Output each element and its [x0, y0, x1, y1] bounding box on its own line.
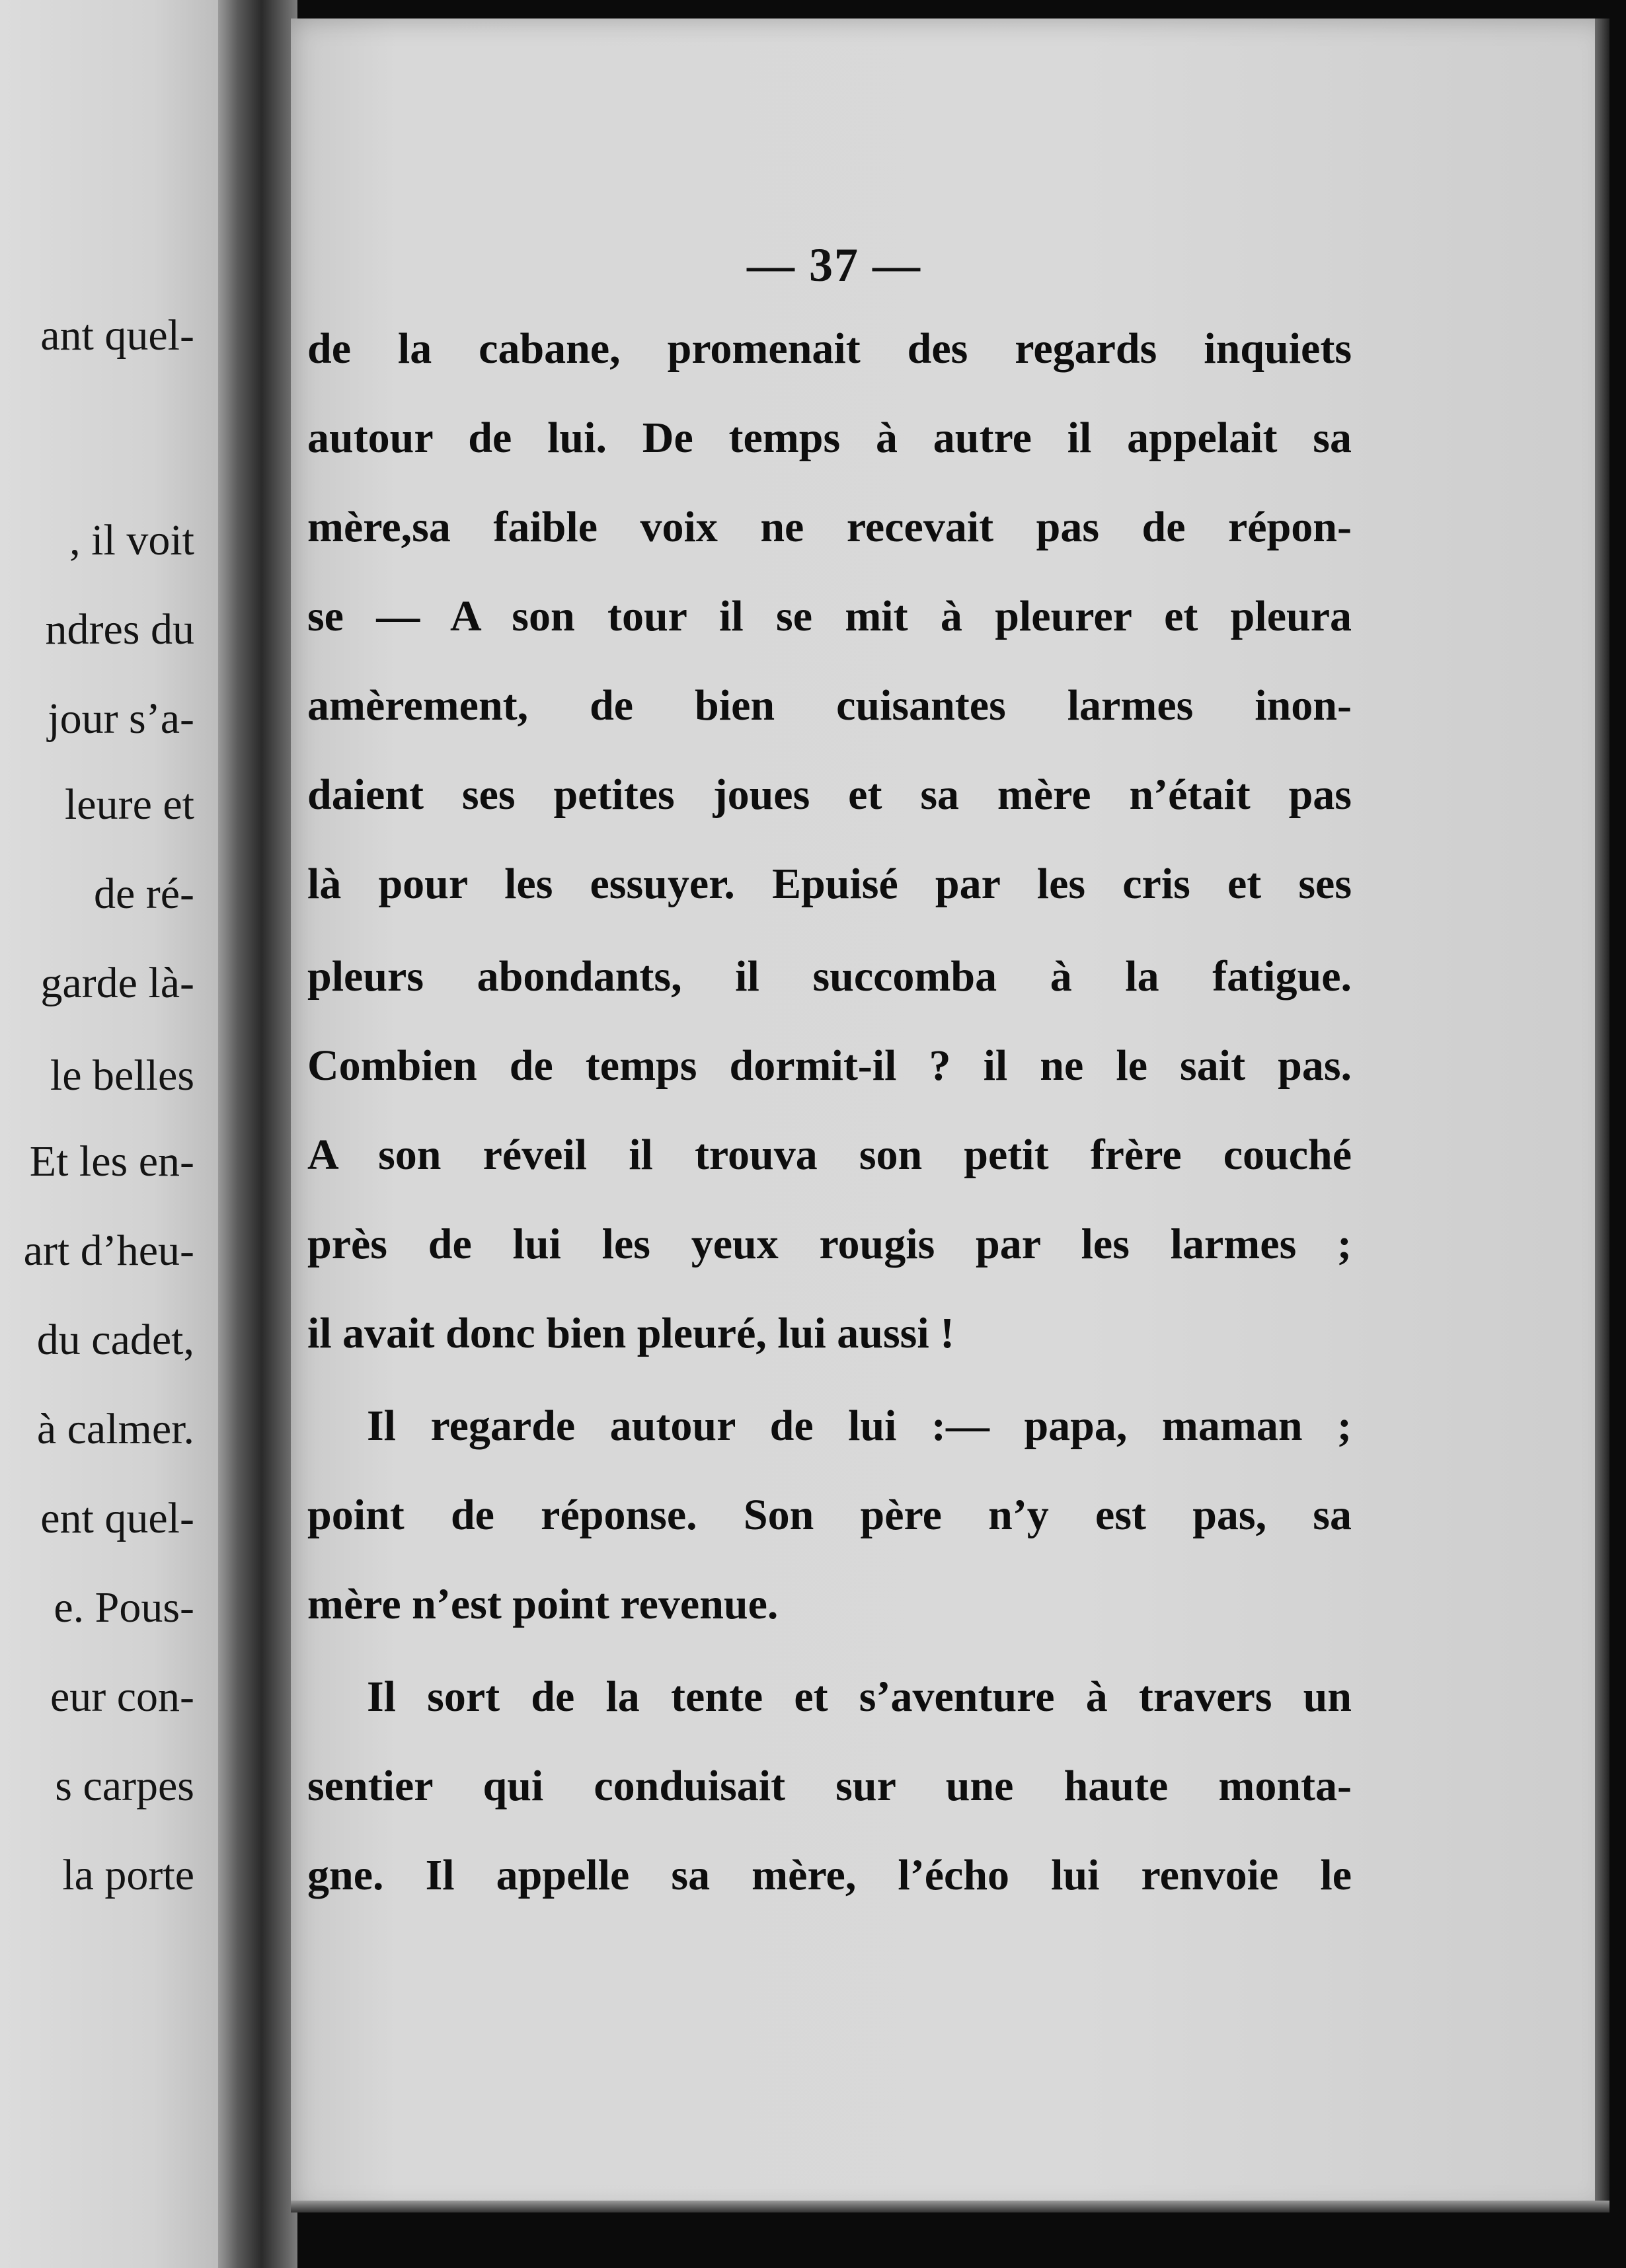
left-page-line: Et les en-	[29, 1137, 194, 1186]
body-text-line: Il regarde autour de lui :— papa, maman ;	[367, 1402, 1352, 1450]
page-edge	[1595, 19, 1609, 2212]
left-page-line: ant quel-	[40, 311, 194, 359]
body-text-line: Il sort de la tente et s’aventure à travers un	[367, 1673, 1352, 1721]
body-text-line: autour de lui. De temps à autre il appelait sa	[307, 414, 1352, 462]
left-page-line: s carpes	[55, 1762, 194, 1810]
body-text-line: près de lui les yeux rougis par les larmes ;	[307, 1220, 1352, 1268]
book-gutter	[218, 0, 297, 2268]
body-text-line: de la cabane, promenait des regards inquiets	[307, 324, 1352, 373]
body-text-line: Combien de temps dormit-il ? il ne le sait pas.	[307, 1041, 1352, 1090]
left-page-line: ent quel-	[40, 1494, 194, 1542]
left-page-line: du cadet,	[36, 1316, 194, 1364]
body-text-line: se — A son tour il se mit à pleurer et pleura	[307, 592, 1352, 640]
left-page-line: la porte	[62, 1851, 194, 1899]
body-text-line: il avait donc bien pleuré, lui aussi !	[307, 1309, 955, 1357]
body-text-line: daient ses petites joues et sa mère n’était pas	[307, 771, 1352, 819]
body-text-line: A son réveil il trouva son petit frère couché	[307, 1131, 1352, 1179]
body-text-line: amèrement, de bien cuisantes larmes inon-	[307, 681, 1352, 730]
body-text-line: gne. Il appelle sa mère, l’écho lui renvoie le	[307, 1851, 1352, 1899]
body-text-line: mère n’est point revenue.	[307, 1580, 779, 1628]
left-page-line: e. Pous-	[54, 1583, 194, 1632]
body-text-line: point de réponse. Son père n’y est pas, sa	[307, 1491, 1352, 1539]
left-page-line: jour s’a-	[48, 695, 194, 743]
page-bottom-edge	[291, 2201, 1609, 2212]
page-number: — 37 —	[747, 239, 921, 291]
left-page-line: garde là-	[40, 959, 194, 1007]
body-text-line: pleurs abondants, il succomba à la fatigue.	[307, 952, 1352, 1001]
body-text-line: là pour les essuyer. Epuisé par les cris et ses	[307, 860, 1352, 908]
left-page-line: ndres du	[45, 605, 194, 654]
left-page-line: leure et	[64, 780, 194, 829]
left-page-line: le belles	[50, 1051, 194, 1100]
left-page	[0, 0, 218, 2268]
left-page-line: art d’heu-	[23, 1227, 194, 1275]
left-page-line: à calmer.	[36, 1405, 194, 1453]
left-page-line: eur con-	[50, 1673, 194, 1721]
body-text-line: sentier qui conduisait sur une haute monta-	[307, 1762, 1352, 1810]
left-page-line: , il voit	[69, 516, 194, 564]
left-page-line: de ré-	[93, 870, 194, 918]
body-text-line: mère,sa faible voix ne recevait pas de répon-	[307, 503, 1352, 551]
